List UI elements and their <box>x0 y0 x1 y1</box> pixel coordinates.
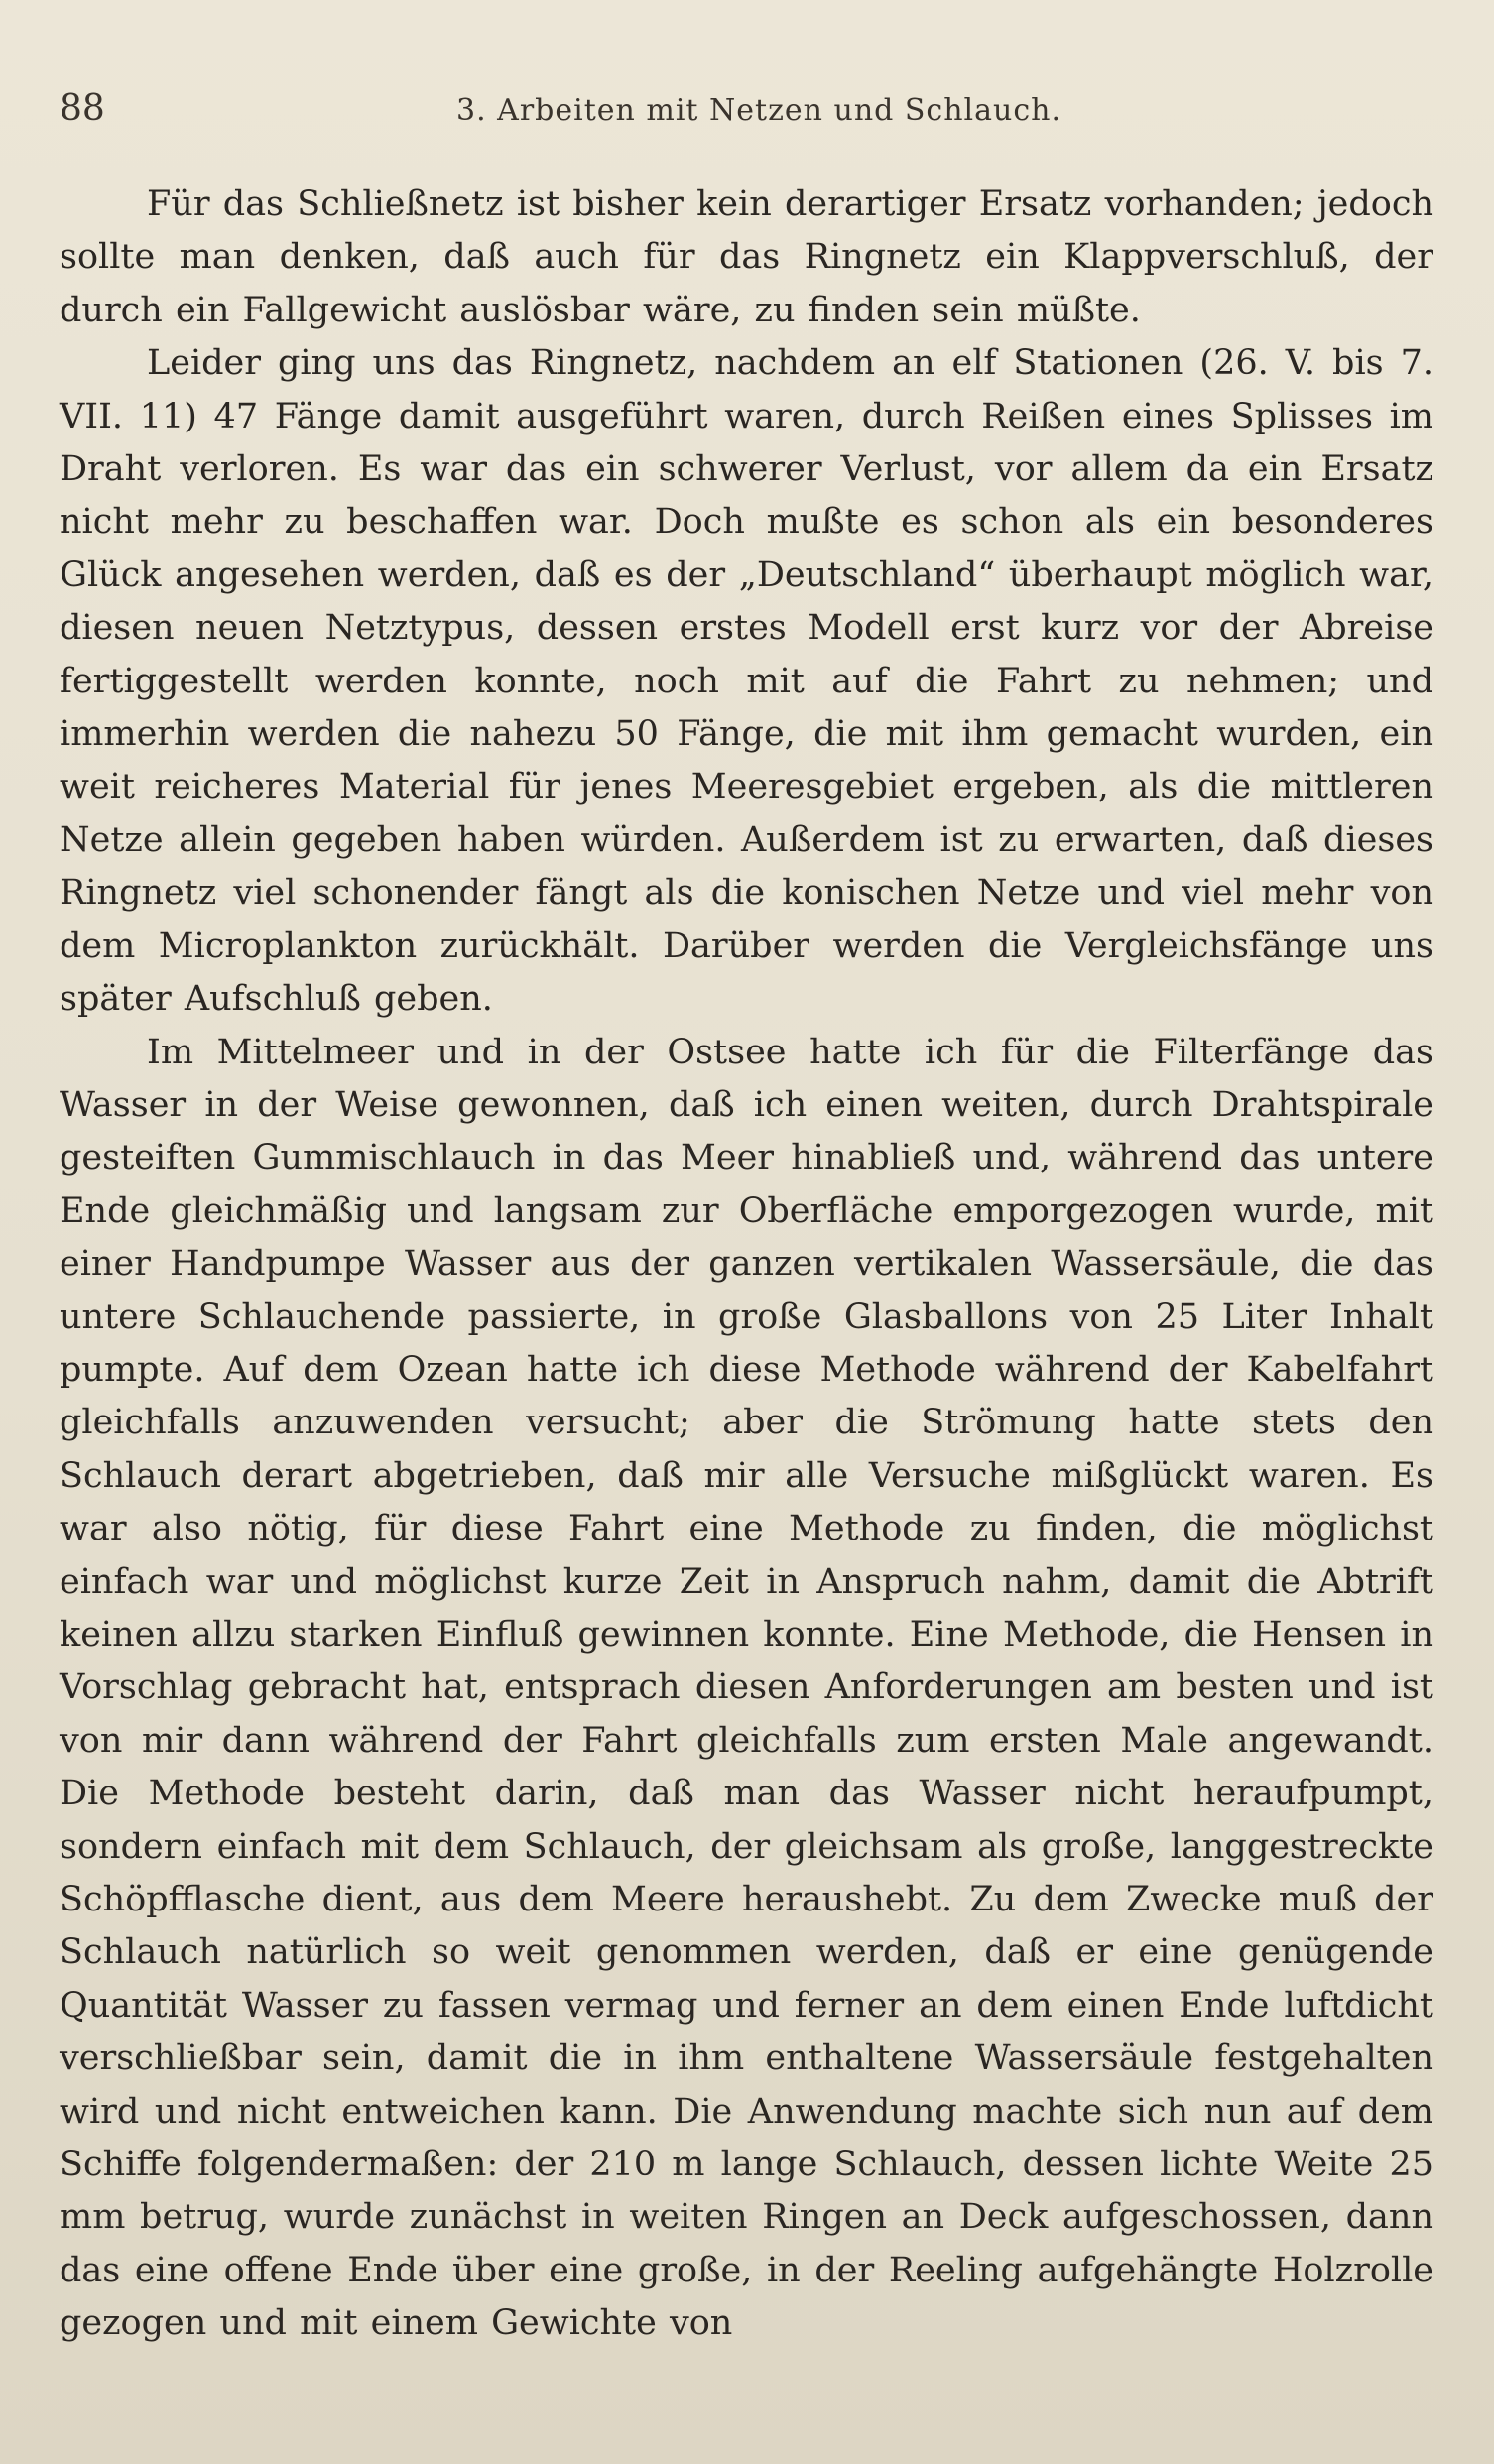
page-number: 88 <box>60 88 105 129</box>
running-head: 3. Arbeiten mit Netzen und Schlauch. <box>456 93 1062 128</box>
body-text <box>60 179 1433 2351</box>
paragraph-schlauchmethode: Im Mittelmeer und in der Ostsee hatte ich für die Filterfänge das Wasser in der Weise gewonnen, daß ich einen weiten, durch Drahtspirale gesteiften Gummischlauch in das Meer hinabließ und, während das untere Ende gleichmäßig und langsam zur Oberfläche emporgezogen wurde, mit einer Handpumpe Wasser aus der ganzen vertikalen Wassersäule, die das untere Schlauchende passierte, in große Glasballons von 25 Liter Inhalt pumpte. Auf dem Ozean hatte ich diese Methode während der Kabelfahrt gleichfalls anzuwenden versucht; aber die Strömung hatte stets den Schlauch derart abgetrieben, daß mir alle Versuche mißglückt waren. Es war also nötig, für diese Fahrt eine Methode zu finden, die möglichst einfach war und möglichst kurze Zeit in Anspruch nahm, damit die Abtrift keinen allzu starken Einfluß gewinnen konnte. Eine Methode, die Hensen in Vorschlag gebracht hat, entsprach diesen Anforderungen am besten und ist von mir dann während der Fahrt gleichfalls zum ersten Male angewandt. Die Methode besteht darin, daß man das Wasser nicht heraufpumpt, sondern einfach mit dem Schlauch, der gleichsam als große, langgestreckte Schöpfflasche dient, aus dem Meere heraushebt. Zu dem Zwecke muß der Schlauch natürlich so weit genommen werden, daß er eine genügende Quantität Wasser zu fassen vermag und ferner an dem einen Ende luftdicht verschließbar sein, damit die in ihm enthaltene Wassersäule festgehalten wird und nicht entweichen kann. Die Anwendung machte sich nun auf dem Schiffe folgendermaßen: der 210 m lange Schlauch, dessen lichte Weite 25 mm betrug, wurde zunächst in weiten Ringen an Deck aufgeschossen, dann das eine offene Ende über eine große, in der Reeling aufgehängte Holzrolle gezogen und mit einem Gewichte von <box>60 1032 1433 2344</box>
paragraph-schliessnetz: Für das Schließnetz ist bisher kein derartiger Ersatz vorhanden; jedoch sollte man denken, daß auch für das Ringnetz ein Klappverschluß, der durch ein Fallgewicht auslösbar wäre, zu finden sein müßte. <box>60 185 1433 330</box>
paragraph-ringnetz-verlust: Leider ging uns das Ringnetz, nachdem an elf Stationen (26. V. bis 7. VII. 11) 47 Fänge damit ausgeführt waren, durch Reißen eines Splisses im Draht verloren. Es war das ein schwerer Verlust, vor allem da ein Ersatz nicht mehr zu beschaffen war. Doch mußte es schon als ein besonderes Glück angesehen werden, daß es der „Deutschland“ überhaupt möglich war, diesen neuen Netztypus, dessen erstes Modell erst kurz vor der Abreise fertiggestellt werden konnte, noch mit auf die Fahrt zu nehmen; und immerhin werden die nahezu 50 Fänge, die mit ihm gemacht wurden, ein weit reicheres Material für jenes Meeresgebiet ergeben, als die mittleren Netze allein gegeben haben würden. Außerdem ist zu erwarten, daß dieses Ringnetz viel schonender fängt als die konischen Netze und viel mehr von dem Microplankton zurückhält. Darüber werden die Vergleichsfänge uns später Aufschluß geben. <box>60 343 1433 1020</box>
